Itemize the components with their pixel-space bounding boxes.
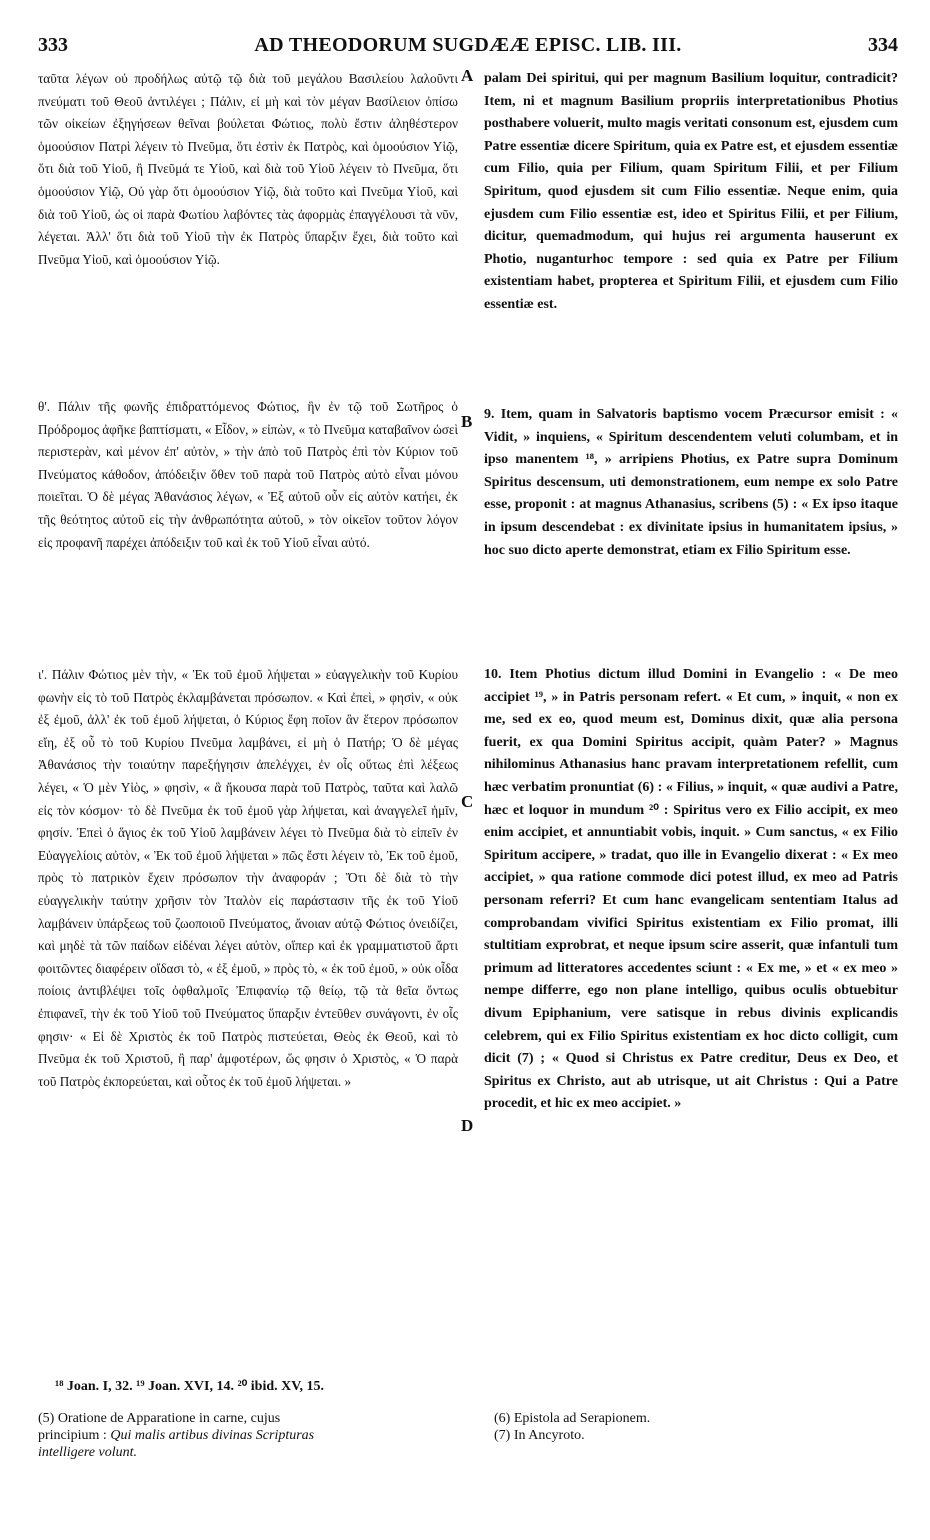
footnotes-left (38, 1410, 458, 1461)
greek-paragraph-3: ι'. Πάλιν Φώτιος μὲν τὴν, « Ἐκ τοῦ ἐμοῦ λήψεται » εὐαγγελικὴν τοῦ Κυρίου φωνὴν εἰς τὸ τοῦ Πατρὸς ἐκλαμβάνεται πρόσωπον. « Καὶ ἐπεὶ, » φησὶν, « οὐκ ἐξ ἐμοῦ, ἀλλ' ἐκ τοῦ ἐμοῦ λήψεται, ὁ Κύριος ἔφη ποῖον ἂν ἕτερον πρόσωπον εἴη, ἐξ οὗ τὸ τοῦ Κυρίου Πνεῦμα λαμβάνει, εἰ μὴ ὁ Πατήρ; Ὁ δὲ μέγας Ἀθανάσιος τὴν τοιαύτην παρεξήγησιν ἀπελέγχει, ἐν οἷς οὕτως ἐπὶ λέξεως λέγει, « Ὁ μὲν Υἱὸς, » φησὶν, « ἃ ἤκουσα παρὰ τοῦ Πατρὸς, ταῦτα καὶ λαλῶ εἰς τὸν κόσμον· τὸ δὲ Πνεῦμα ἐκ τοῦ ἐμοῦ γὰρ λήψεται, καὶ ἀναγγελεῖ ἡμῖν, φησίν. Ἐπεὶ ὁ ἅγιος ἐκ τοῦ Υἱοῦ λαμβάνειν λέγει τὸ Πνεῦμα διὰ τὸ εἰπεῖν ἐν Εὐαγγελίοις αὐτὸν, « Ἐκ τοῦ ἐμοῦ λήψεται » πῶς ἔστι λέγειν τὸ, Ἐκ τοῦ ἐμοῦ, πρὸς τὸ πατρικὸν ἔχειν πρόσωπον τὴν ἀναφοράν ; Ὅτι δὲ διὰ τὸ τὴν εὐαγγελικὴν ταύτην χρῆσιν τὸν Ἰταλὸν εἰς παράστασιν τῆς ἐκ τοῦ Υἱοῦ λαμβάνειν ὑπάρξεως τοῦ ζωοποιοῦ Πνεύματος, ἄνοιαν αὐτῷ Φώτιος ὀνειδίζει, καὶ μηδὲ τὰ τῶν παίδων εἰδέναι λέγει αὐτὸν, οἵπερ καὶ ἐκ γραμματιστοῦ ἄρτι φοιτῶντες διαφέρειν οἴδασι τὸ, « ἐξ ἐμοῦ, » πρὸς τὸ, « ἐκ τοῦ ἐμοῦ, » οὐκ οἶδα ποίοις ἀντιβλέψει τοῖς ὀφθαλμοῖς Ἐπιφανίῳ τῷ θείῳ, τῷ τὰ θεῖα ὄντως ἐπιφανεῖ, τὴν ἐκ τοῦ Υἱοῦ τοῦ Πνεύματος ὕπαρξιν ἐντεῦθεν συνάγοντι, ἐν οἷς φησιν· « Εἰ δὲ Χριστὸς ἐκ τοῦ Πατρὸς πιστεύεται, Θεὸς ἐκ Θεοῦ, καὶ τὸ Πνεῦμα ἐκ τοῦ Χριστοῦ, ἢ παρ' ἀμφοτέρων, ὥς φησιν ὁ Χριστὸς, « Ὁ παρὰ τοῦ Πατρὸς ἐκπορεύεται, καὶ οὗτος ἐκ τοῦ ἐμοῦ λήψεται. » (38, 667, 458, 1089)
footnotes-right (494, 1410, 898, 1444)
greek-section-9 (38, 396, 458, 554)
greek-column (38, 68, 458, 271)
footnote-5-line3 (38, 1444, 458, 1461)
scripture-references: ¹⁸ Joan. I, 32. ¹⁹ Joan. XVI, 14. ²⁰ ibid. XV, 15. (55, 1379, 325, 1394)
footnote-5-quote: Qui malis artibus divinas Scripturas (110, 1428, 315, 1443)
latin-section-9 (484, 404, 898, 562)
latin-paragraph-2: 9. Item, quam in Salvatoris baptismo vocem Præcursor emisit : « Vidit, » inquiens, « Spiritum descendentem veluti columbam, et in ipso manentem ¹⁸, » arripiens Photius, ex Patre supra Dominum Spiritus descensum, uti demonstrationem, eum nempe ex solo Patre esse, proponit : at magnus Athanasius, scribens (5) : « Ex ipso itaque in ipsum descendebat : ex divinitate ipsius in humanitatem ipsius, » hoc suo dicto aperte demonstrat, etiam ex Filio Spiritum esse. (484, 407, 898, 558)
footnote-6: (6) Epistola ad Serapionem. (494, 1411, 651, 1426)
footnote-5-line1: (5) Oratione de Apparatione in carne, cujus (38, 1411, 281, 1426)
greek-section-10 (38, 664, 458, 1093)
greek-paragraph-2: θ'. Πάλιν τῆς φωνῆς ἐπιδραττόμενος Φώτιος, ἣν ἐν τῷ τοῦ Σωτῆρος ὁ Πρόδρομος ἀφῆκε βαπτίσματι, « Εἶδον, » εἰπὼν, « τὸ Πνεῦμα καταβαῖνον ὡσεὶ περιστερὰν, καὶ μένον ἐπ' αὐτὸν, » τὴν ἀπὸ τοῦ Πατρὸς ἐπὶ τὸν Κύριον τοῦ Πνεύματος κάθοδον, ἀπόδειξιν ὅθεν τοῦ παρὰ τοῦ Πατρὸς αὐτὸ εἶναι μόνου ποιεῖται. Ὁ δὲ μέγας Ἀθανάσιος λέγων, « Ἐξ αὐτοῦ οὖν εἰς αὐτὸν κατήει, ἐκ τῆς θεότητος αὐτοῦ εἰς τὴν ἀνθρωπότητα αὐτοῦ, » τὸν οἰκεῖον τοῦτον λόγον εἰς προφανῆ παρέχει ἀπόδειξιν τοῦ καὶ ἐκ τοῦ Υἱοῦ εἶναι αὐτό. (38, 399, 458, 550)
footnote-5-quote-end: intelligere volunt. (38, 1445, 138, 1460)
running-header (38, 34, 898, 64)
greek-paragraph-1: ταῦτα λέγων οὐ προδήλως αὐτῷ τῷ διὰ τοῦ μεγάλου Βασιλείου λαλοῦντι πνεύματι τοῦ Θεοῦ ἀντιλέγει ; Πάλιν, εἰ μὴ καὶ τὸν μέγαν Βασίλειον ὀπίσω τῶν οἰκείων ἐξηγήσεων θεῖναι βούλεται Φώτιος, πολὺ ἔστιν ἀληθέστερον ὁμοούσιον Πατρὶ λέγειν τὸ Πνεῦμα, ὅτι ἐστὶν ἐκ Πατρὸς, καὶ ὁμοούσιον Υἱῷ, ὅτι διὰ τοῦ Υἱοῦ, ἢ Πνεῦμά τε Υἱοῦ, καὶ διὰ τοῦ Υἱοῦ λέγειν τὸ Πνεῦμα, ὅτι ὁμοούσιον Υἱῷ, Οὐ γὰρ ὅτι ὁμοούσιον Υἱῷ, διὰ τοῦτο καὶ Πνεῦμα Υἱοῦ, καὶ διὰ τοῦ Υἱοῦ, ὡς οἱ παρὰ Φωτίου λαβόντες τὰς ἀφορμὰς ἐπαγγέλουσι τὰ νῦν, λέγεται. Ἀλλ' ὅτι διὰ τοῦ Υἱοῦ τὴν ἐκ Πατρὸς ὕπαρξιν ἔχει, διὰ τοῦτο καὶ Πνεῦμα Υἱοῦ, καὶ ὁμοούσιον Υἱῷ. (38, 71, 458, 267)
footnote-5-line2 (38, 1427, 458, 1444)
latin-paragraph-1: palam Dei spiritui, qui per magnum Basilium loquitur, contradicit? Item, ni et magnum Basilium propriis interpretationibus Photius posthabere voluerit, multo magis veritati consonum est, ejusdem cum Patre essentiæ dicere Spiritum, quia ex Patre est, et ejusdem essentiæ cum Filio, quia per Filium, quam Spiritum Filii, et per Filium Spiritum, quod ejusdem sit cum Filio essentiæ. Neque enim, quia ejusdem cum Filio essentiæ est, ideo et Spiritus Filii, et per Filium, dicitur, quemadmodum, qui hujus rei argumenta hauserunt ex Photio, nuganturhoc tempore : sed quia ex Patre per Filium existentiam habet, propterea et Spiritum Filii, et ejusdem cum Filio essentiæ est. (484, 71, 898, 312)
margin-marker-c: C (461, 792, 474, 811)
latin-column (484, 68, 898, 317)
margin-marker-d: D (461, 1116, 474, 1135)
margin-marker-b: B (461, 412, 473, 431)
page-number-left: 333 (38, 34, 68, 56)
latin-paragraph-3: 10. Item Photius dictum illud Domini in Evangelio : « De meo accipiet ¹⁹, » in Patris personam refert. « Et cum, » inquit, « non ex me, sed ex eo, quod meum est, Dominus dixit, quæ alia persona fuerit, ex qua Domini Spiritus accipit, quàm Pater? » Magnus nihilominus Athanasius hanc pravam interpretationem refellit, cum hæc verbatim pronuntiat (6) : « Filius, » inquit, « quæ audivi a Patre, hæc et loquor in mundum ²⁰ : Spiritus vero ex Filio accipit, ex meo enim accipiet, et annuntiabit vobis, inquit. » Cum sanctus, « ex Filio Spiritum accipere, » tradat, quo ille in Evangelio dixerat : « Ex meo accipiet, » qua ratione commode dici potest illud, ex meo ad Patris personam referri? Et cum hanc evangelicam sententiam Italus ad comprobandam vivifici Spiritus existentiam ex Filio promat, illi stultitiam exprobrat, et neque ipsum scire asserit, quæ infantuli tum primum ad litteratores accedentes sciunt : « Ex me, » et « ex meo » nempe differre, ego non plane intelligo, quibus oculis obtuebitur divum Epiphanium, vere satisque in rebus divinis explicandis celebrem, qui ex Filio Spiritus existentiam ex hoc dicto colligit, cum dicit (7) ; « Quod si Christus ex Patre creditur, Deus ex Deo, et Spiritus ex Christo, aut ab utrisque, ut ait Christus : Qui a Patre procedit, et hic ex meo accipiet. » (484, 667, 898, 1112)
footnote-5-label: principium : (38, 1428, 111, 1443)
footnote-7: (7) In Ancyroto. (494, 1428, 585, 1443)
running-title: AD THEODORUM SUGDÆÆ EPISC. LIB. III. (254, 34, 682, 56)
latin-section-10 (484, 664, 898, 1116)
margin-marker-a: A (461, 66, 474, 85)
page-number-right: 334 (868, 34, 898, 56)
